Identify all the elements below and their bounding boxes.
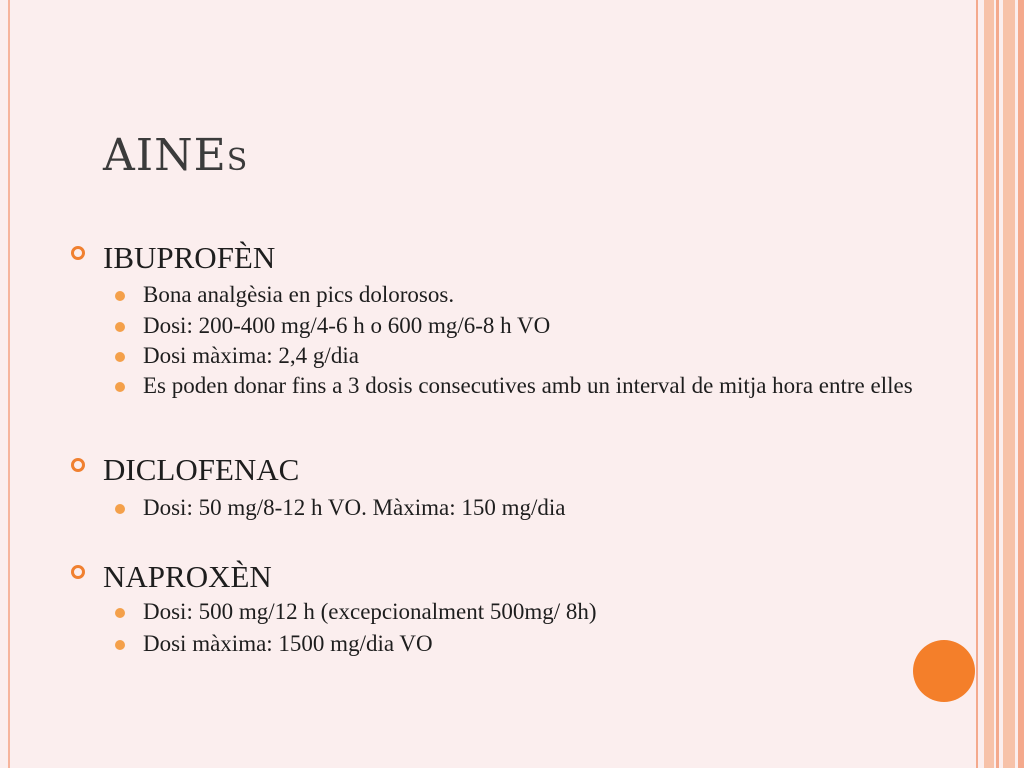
right-stripe <box>1018 0 1024 768</box>
list-item-text: Bona analgèsia en pics dolorosos. <box>143 282 455 307</box>
list-item-text: Dosi màxima: 1500 mg/dia VO <box>143 631 433 656</box>
list-item <box>143 600 963 623</box>
title-main: AINE <box>103 130 227 181</box>
dot-bullet-icon <box>115 504 125 514</box>
section-heading-ibuprofen <box>103 240 275 276</box>
dot-bullet-icon <box>115 608 125 618</box>
right-stripe <box>996 0 999 768</box>
section-heading-text: IBUPROFÈN <box>103 240 276 275</box>
circle-bullet-icon <box>71 458 85 472</box>
section-heading-text: NAPROXÈN <box>103 559 272 594</box>
list-item <box>143 374 963 397</box>
list-item-text: Dosi: 200-400 mg/4-6 h o 600 mg/6-8 h VO <box>143 313 551 338</box>
circle-bullet-icon <box>71 246 85 260</box>
section-heading-diclofenac <box>103 452 299 488</box>
dot-bullet-icon <box>115 382 125 392</box>
list-item-text: Dosi: 50 mg/8-12 h VO. Màxima: 150 mg/dia <box>143 495 566 520</box>
dot-bullet-icon <box>115 640 125 650</box>
list-item-text: Dosi màxima: 2,4 g/dia <box>143 343 359 368</box>
list-item-text: Es poden donar fins a 3 dosis consecutives amb un interval de mitja hora entre elles <box>143 373 913 398</box>
list-item <box>143 344 963 367</box>
list-item <box>143 314 963 337</box>
right-stripe <box>976 0 978 768</box>
dot-bullet-icon <box>115 352 125 362</box>
section-heading-text: DICLOFENAC <box>103 452 300 487</box>
dot-bullet-icon <box>115 322 125 332</box>
dot-bullet-icon <box>115 291 125 301</box>
list-item <box>143 283 963 306</box>
title-suffix: S <box>226 143 249 178</box>
right-stripe <box>1003 0 1015 768</box>
decorative-circle <box>913 640 975 702</box>
list-item <box>143 496 963 519</box>
right-stripe <box>984 0 994 768</box>
list-item-text: Dosi: 500 mg/12 h (excepcionalment 500mg/ 8h) <box>143 599 597 624</box>
list-item <box>143 632 963 655</box>
circle-bullet-icon <box>71 565 85 579</box>
section-heading-naproxen <box>103 559 272 595</box>
left-border-line <box>8 0 10 768</box>
slide-title <box>103 130 248 181</box>
